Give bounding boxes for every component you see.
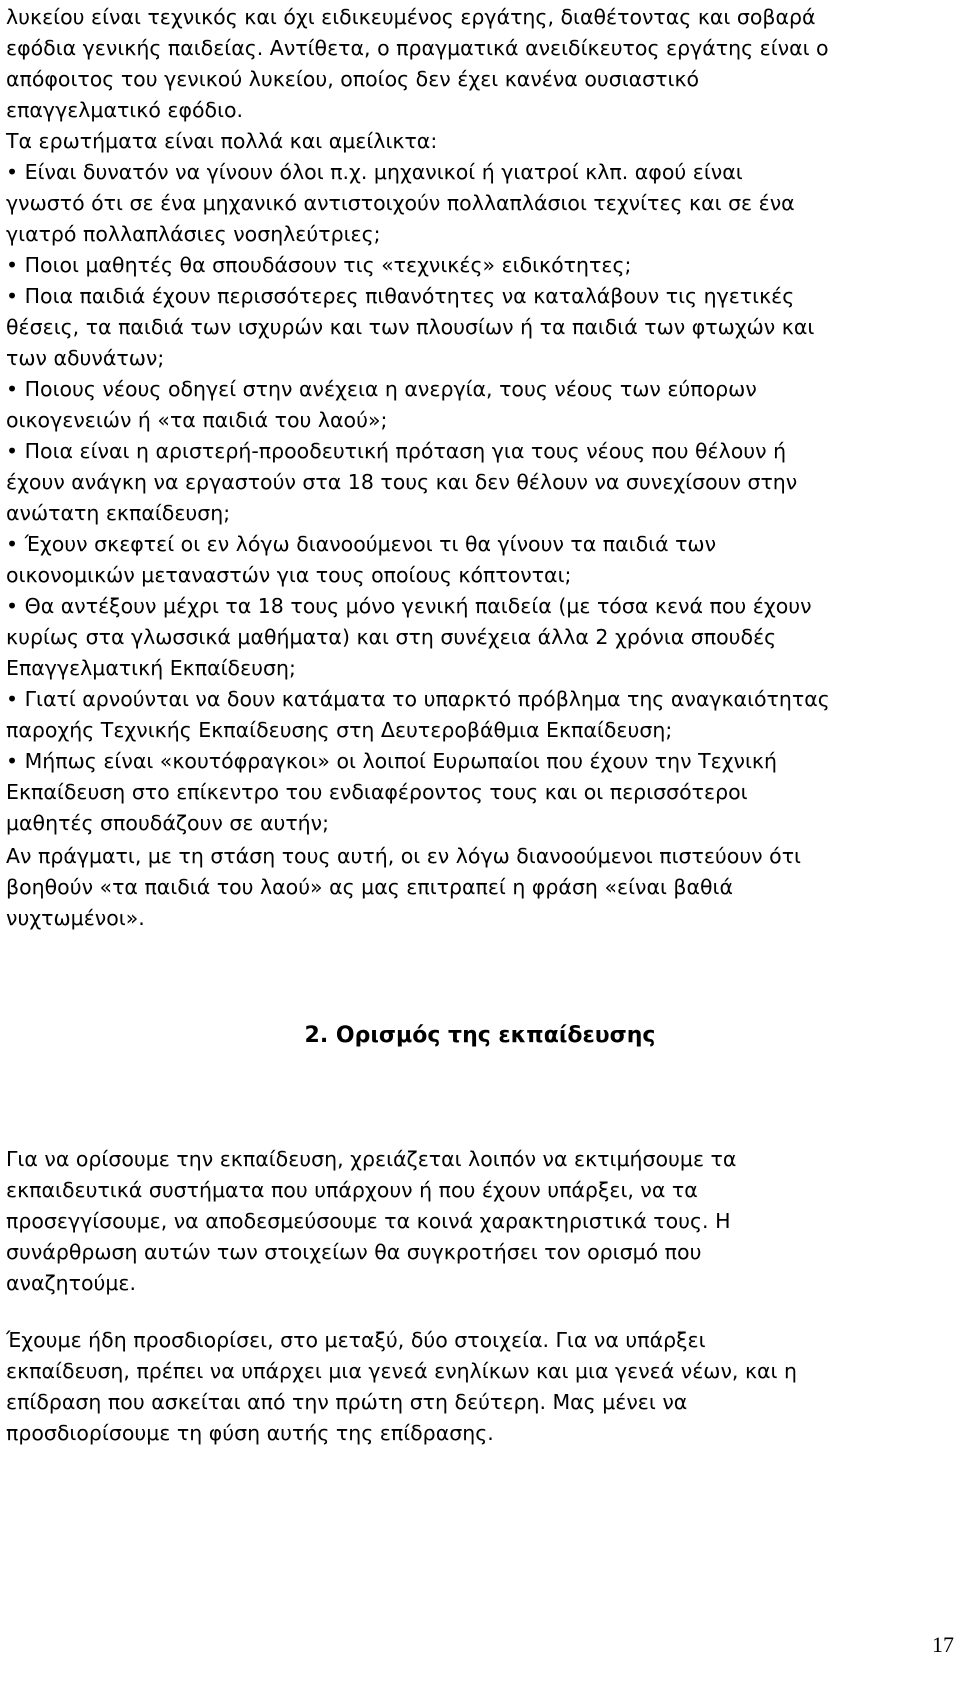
conclusion-paragraph	[6, 841, 950, 934]
list-item	[6, 374, 950, 436]
text-line: γνωστό ότι σε ένα μηχανικό αντιστοιχούν πολλαπλάσιοι τεχνίτες και σε ένα	[6, 191, 795, 215]
list-item	[6, 250, 950, 281]
text-line: έχουν ανάγκη να εργαστούν στα 18 τους και δεν θέλουν να συνεχίσουν στην	[6, 470, 798, 494]
text-line: οικονομικών μεταναστών για τους οποίους κόπτονται;	[6, 563, 572, 587]
text-line: Εκπαίδευση στο επίκεντρο του ενδιαφέροντος τους και οι περισσότεροι	[6, 780, 748, 804]
text-line: • Μήπως είναι «κουτόφραγκοι» οι λοιποί Ευρωπαίοι που έχουν την Τεχνική	[6, 749, 777, 773]
text-line: απόφοιτος του γενικού λυκείου, οποίος δεν έχει κανένα ουσιαστικό	[6, 67, 700, 91]
text-line: • Ποιους νέους οδηγεί στην ανέχεια η ανεργία, τους νέους των εύπορων	[6, 377, 757, 401]
text-line: Επαγγελματική Εκπαίδευση;	[6, 656, 296, 680]
list-item	[6, 157, 950, 250]
text-line: αναζητούμε.	[6, 1271, 137, 1295]
text-line: • Είναι δυνατόν να γίνουν όλοι π.χ. μηχανικοί ή γιατροί κλπ. αφού είναι	[6, 160, 743, 184]
list-item	[6, 436, 950, 529]
list-item	[6, 591, 950, 684]
text-line: παροχής Τεχνικής Εκπαίδευσης στη Δευτεροβάθμια Εκπαίδευση;	[6, 718, 673, 742]
text-line: Αν πράγματι, με τη στάση τους αυτή, οι εν λόγω διανοούμενοι πιστεύουν ότι	[6, 844, 801, 868]
text-line: • Θα αντέξουν μέχρι τα 18 τους μόνο γενική παιδεία (με τόσα κενά που έχουν	[6, 594, 812, 618]
text-line: • Έχουν σκεφτεί οι εν λόγω διανοούμενοι τι θα γίνουν τα παιδιά των	[6, 532, 717, 556]
text-line: νυχτωμένοι».	[6, 906, 145, 930]
text-line: • Ποια είναι η αριστερή-προοδευτική πρόταση για τους νέους που θέλουν ή	[6, 439, 787, 463]
text-line: • Γιατί αρνούνται να δουν κατάματα το υπαρκτό πρόβλημα της αναγκαιότητας	[6, 687, 830, 711]
text-line: • Ποια παιδιά έχουν περισσότερες πιθανότητες να καταλάβουν τις ηγετικές	[6, 284, 795, 308]
text-line: μαθητές σπουδάζουν σε αυτήν;	[6, 811, 330, 835]
text-line: Για να ορίσουμε την εκπαίδευση, χρειάζεται λοιπόν να εκτιμήσουμε τα	[6, 1147, 737, 1171]
list-item	[6, 281, 950, 374]
list-item	[6, 746, 950, 839]
text-line: Τα ερωτήματα είναι πολλά και αμείλικτα:	[6, 129, 438, 153]
section-heading: 2. Ορισμός της εκπαίδευσης	[304, 1023, 656, 1048]
text-line: επίδραση που ασκείται από την πρώτη στη δεύτερη. Μας μένει να	[6, 1390, 688, 1414]
text-line: εφόδια γενικής παιδείας. Αντίθετα, ο πραγματικά ανειδίκευτος εργάτης είναι ο	[6, 36, 829, 60]
text-line: εκπαίδευση, πρέπει να υπάρχει μια γενεά ενηλίκων και μια γενεά νέων, και η	[6, 1359, 798, 1383]
text-line: • Ποιοι μαθητές θα σπουδάσουν τις «τεχνικές» ειδικότητες;	[6, 253, 632, 277]
text-line: εκπαιδευτικά συστήματα που υπάρχουν ή που έχουν υπάρξει, να τα	[6, 1178, 698, 1202]
text-line: προσδιορίσουμε τη φύση αυτής της επίδρασης.	[6, 1421, 494, 1445]
text-line: Έχουμε ήδη προσδιορίσει, στο μεταξύ, δύο στοιχεία. Για να υπάρξει	[6, 1328, 706, 1352]
text-line: βοηθούν «τα παιδιά του λαού» ας μας επιτραπεί η φράση «είναι βαθιά	[6, 875, 734, 899]
definition-paragraph	[6, 1144, 950, 1299]
page-number: 17	[932, 1632, 954, 1657]
text-line: κυρίως στα γλωσσικά μαθήματα) και στη συνέχεια άλλα 2 χρόνια σπουδές	[6, 625, 777, 649]
text-line: γιατρό πολλαπλάσιες νοσηλεύτριες;	[6, 222, 381, 246]
text-line: επαγγελματικό εφόδιο.	[6, 98, 244, 122]
text-line: λυκείου είναι τεχνικός και όχι ειδικευμένος εργάτης, διαθέτοντας και σοβαρά	[6, 5, 816, 29]
question-list	[6, 157, 950, 839]
intro-paragraph	[6, 2, 950, 157]
text-line: οικογενειών ή «τα παιδιά του λαού»;	[6, 408, 388, 432]
elements-paragraph	[6, 1325, 950, 1449]
list-item	[6, 529, 950, 591]
text-line: ανώτατη εκπαίδευση;	[6, 501, 231, 525]
text-line: προσεγγίσουμε, να αποδεσμεύσουμε τα κοινά χαρακτηριστικά τους. Η	[6, 1209, 731, 1233]
list-item	[6, 684, 950, 746]
text-line: θέσεις, τα παιδιά των ισχυρών και των πλουσίων ή τα παιδιά των φτωχών και	[6, 315, 815, 339]
text-line: των αδυνάτων;	[6, 346, 165, 370]
text-line: συνάρθρωση αυτών των στοιχείων θα συγκροτήσει τον ορισμό που	[6, 1240, 702, 1264]
